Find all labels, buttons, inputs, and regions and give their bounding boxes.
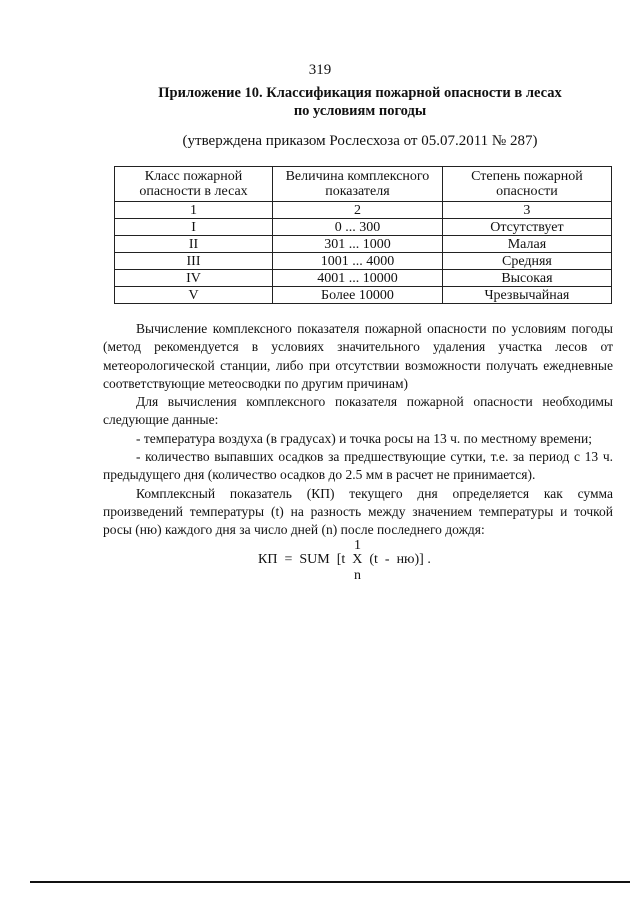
table-cell: 1001 ... 4000 xyxy=(273,253,443,270)
table-cell: Чрезвычайная xyxy=(442,287,611,304)
body-text xyxy=(103,320,613,540)
table-numbering-row xyxy=(115,202,612,219)
table-header-row xyxy=(115,167,612,202)
table-cell: Высокая xyxy=(442,270,611,287)
table-cell: III xyxy=(115,253,273,270)
formula-lower-limit: n xyxy=(354,568,361,583)
table-cell: 2 xyxy=(273,202,443,219)
table-row xyxy=(115,287,612,304)
table-row xyxy=(115,270,612,287)
title-line-1: Приложение 10. Классификация пожарной опасности в лесах xyxy=(158,85,562,101)
table-row xyxy=(115,253,612,270)
table-cell: Отсутствует xyxy=(442,219,611,236)
table-cell: Средняя xyxy=(442,253,611,270)
paragraph-index-definition: Комплексный показатель (КП) текущего дня определяется как сумма произведений температуры (t) на разность между значением температуры и точкой росы (ню) каждого дня за число дней (n) после последнего дождя: xyxy=(103,485,613,538)
table-row xyxy=(115,219,612,236)
paragraph-required-data: Для вычисления комплексного показателя пожарной опасности необходимы следующие данные: xyxy=(103,394,613,428)
table-cell: IV xyxy=(115,270,273,287)
table-cell: 1 xyxy=(115,202,273,219)
appendix-title xyxy=(100,84,620,120)
table-cell: V xyxy=(115,287,273,304)
table-cell: 3 xyxy=(442,202,611,219)
paragraph-method: Вычисление комплексного показателя пожарной опасности по условиям погоды (метод рекомендуется в условиях значительного удаления участка лесов от метеорологической станции, либо при отсутствии возможности получать ежедневные соответствующие метеосводки по другим причинам) xyxy=(103,321,613,391)
page-number: 319 xyxy=(308,62,332,78)
approval-note: (утверждена приказом Рослесхоза от 05.07.2011 № 287) xyxy=(182,133,538,149)
table-cell: II xyxy=(115,236,273,253)
header-danger-degree: Степень пожарной опасности xyxy=(442,167,611,202)
header-class: Класс пожарной опасности в лесах xyxy=(115,167,273,202)
table-cell: I xyxy=(115,219,273,236)
table-cell: Малая xyxy=(442,236,611,253)
table-cell: 4001 ... 10000 xyxy=(273,270,443,287)
header-index-value: Величина комплексного показателя xyxy=(273,167,443,202)
table-row xyxy=(115,236,612,253)
table-cell: 0 ... 300 xyxy=(273,219,443,236)
formula-expression: КП = SUM [t X (t - ню)] . xyxy=(258,552,431,567)
formula-upper-limit: 1 xyxy=(354,538,361,553)
bottom-rule xyxy=(30,881,630,883)
title-line-2: по условиям погоды xyxy=(293,103,427,119)
fire-danger-table xyxy=(114,166,612,304)
formula xyxy=(200,538,500,583)
list-item-precipitation: - количество выпавших осадков за предшествующие сутки, т.е. за период с 13 ч. предыдущего дня (количество осадков до 2.5 мм в расчет не принимается). xyxy=(103,449,613,483)
list-item-temperature: - температура воздуха (в градусах) и точка росы на 13 ч. по местному времени; xyxy=(136,430,592,446)
table-cell: 301 ... 1000 xyxy=(273,236,443,253)
table-cell: Более 10000 xyxy=(273,287,443,304)
